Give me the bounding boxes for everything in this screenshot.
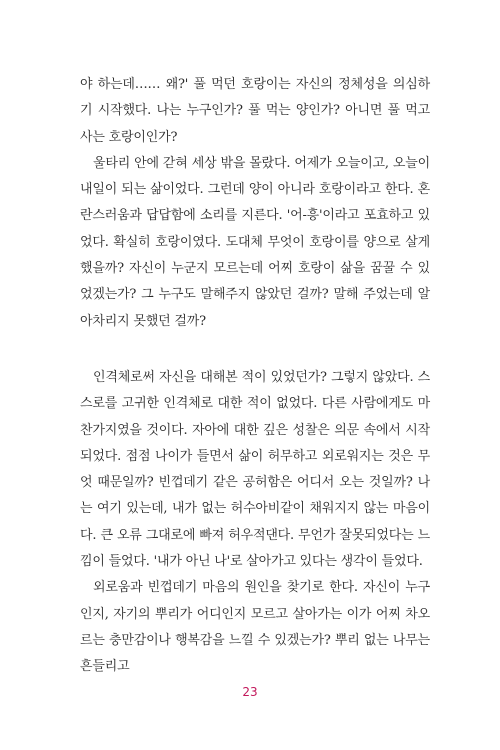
page-body <box>80 72 430 681</box>
paragraph-continuation: 야 하는데…… 왜?' 풀 먹던 호랑이는 자신의 정체성을 의심하기 시작했다. 나는 누구인가? 풀 먹는 양인가? 아니면 풀 먹고 사는 호랑이인가? <box>80 77 430 145</box>
section-break <box>80 335 430 365</box>
paragraph-fence: 울타리 안에 갇혀 세상 밖을 몰랐다. 어제가 오늘이고, 오늘이 내일이 되는 삶이었다. 그런데 양이 아니라 호랑이라고 한다. 혼란스러움과 답답함에 소리를 지른다. '어-흥'이라고 포효하고 있었다. 확실히 호랑이였다. 도대체 무엇이 호랑이를 양으로 살게 했을까? 자신이 누군지 모르는데 어찌 호랑이 삶을 꿈꿀 수 있었겠는가? 그 누구도 말해주지 않았던 걸까? 말해 주었는데 알아차리지 못했던 걸까? <box>80 155 430 329</box>
paragraph-self-reflection: 인격체로써 자신을 대해본 적이 있었던가? 그렇지 않았다. 스스로를 고귀한 인격체로 대한 적이 없었다. 다른 사람에게도 마찬가지였을 것이다. 자아에 대한 깊은 성찰은 의문 속에서 시작되었다. 점점 나이가 들면서 삶이 허무하고 외로워지는 것은 무엇 때문일까? 빈껍데기 같은 공허함은 어디서 오는 것일까? 나는 여기 있는데, 내가 없는 허수아비같이 채워지지 않는 마음이다. 큰 오류 그대로에 빠져 허우적댄다. 무언가 잘못되었다는 느낌이 들었다. '내가 아닌 나'로 살아가고 있다는 생각이 들었다. <box>80 369 430 570</box>
page-number: 23 <box>242 685 258 699</box>
paragraph-root-cause: 외로움과 빈껍데기 마음의 원인을 찾기로 한다. 자신이 누구인지, 자기의 뿌리가 어디인지 모르고 살아가는 이가 어찌 차오르는 충만감이나 행복감을 느낄 수 있겠는가? 뿌리 없는 나무는 흔들리고 <box>80 580 430 675</box>
